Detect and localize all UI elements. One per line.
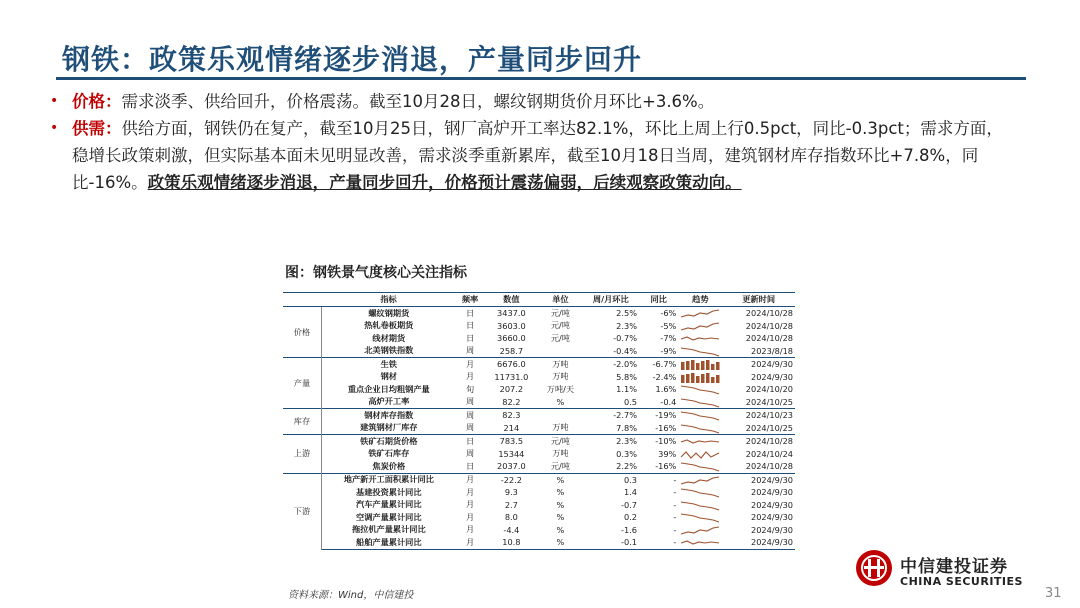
table-row bbox=[283, 371, 795, 384]
indicator-update-time: 2024/10/24 bbox=[745, 448, 793, 459]
trend-line bbox=[681, 489, 719, 497]
indicator-trend bbox=[678, 460, 722, 473]
table-row bbox=[283, 460, 795, 473]
table-row bbox=[283, 320, 795, 333]
indicator-update-time: 2024/9/30 bbox=[751, 371, 793, 382]
indicator-name: 船舶产量累计同比 bbox=[322, 536, 456, 549]
indicator-unit: % bbox=[538, 473, 582, 486]
indicator-yoy: -19% bbox=[639, 409, 678, 422]
table-row bbox=[283, 383, 795, 396]
indicator-name: 热轧卷板期货 bbox=[364, 320, 414, 331]
indicator-update-time: 2024/10/25 bbox=[745, 396, 793, 407]
indicator-value: -22.2 bbox=[485, 473, 539, 486]
indicator-name: 线材期货 bbox=[372, 332, 406, 343]
indicator-mom: -1.6 bbox=[621, 524, 637, 535]
indicator-mom: -2.7% bbox=[583, 409, 639, 422]
indicator-yoy: -7% bbox=[660, 333, 677, 344]
indicator-value: 783.5 bbox=[485, 435, 539, 448]
indicator-name: 螺纹钢期货 bbox=[368, 307, 410, 318]
indicator-mom: 2.3% bbox=[583, 435, 639, 448]
trend-sparkline bbox=[680, 499, 720, 511]
table-row bbox=[283, 332, 795, 345]
trend-sparkline bbox=[680, 486, 720, 498]
trend-bar bbox=[716, 362, 720, 370]
indicator-yoy: - bbox=[639, 473, 678, 486]
trend-line bbox=[681, 310, 719, 317]
indicator-value: 214 bbox=[503, 422, 520, 433]
header-update-time: 更新时间 bbox=[722, 293, 795, 307]
indicator-update-time: 2024/9/30 bbox=[722, 358, 795, 371]
trend-sparkline bbox=[680, 383, 720, 395]
indicator-unit: 万吨 bbox=[552, 371, 569, 382]
indicator-name: 铁矿石库存 bbox=[368, 448, 410, 459]
indicator-name: 焦炭价格 bbox=[372, 460, 406, 471]
indicator-unit: % bbox=[556, 499, 565, 510]
indicator-update-time: 2024/9/30 bbox=[751, 512, 793, 523]
indicator-trend bbox=[678, 524, 722, 537]
indicator-unit: % bbox=[556, 396, 565, 407]
trend-line bbox=[681, 463, 719, 471]
indicator-name: 北美钢铁指数 bbox=[364, 345, 414, 356]
indicator-unit: % bbox=[556, 512, 565, 523]
indicator-name: 钢材 bbox=[380, 371, 397, 382]
trend-bar bbox=[681, 362, 685, 370]
brand-name-en: CHINA SECURITIES bbox=[900, 575, 1023, 588]
indicator-frequency: 日 bbox=[465, 320, 475, 331]
indicator-frequency: 月 bbox=[465, 371, 475, 382]
indicator-yoy: -9% bbox=[660, 345, 677, 356]
indicator-yoy: - bbox=[673, 499, 677, 510]
table-row bbox=[283, 358, 795, 371]
indicator-frequency: 周 bbox=[465, 448, 475, 459]
header-indicator: 指标 bbox=[322, 293, 456, 307]
indicator-mom: 2.5% bbox=[616, 308, 637, 319]
indicator-frequency: 月 bbox=[465, 499, 475, 510]
indicator-update-time: 2024/10/20 bbox=[745, 384, 793, 395]
trend-sparkline bbox=[680, 448, 720, 460]
indicator-yoy: -16% bbox=[655, 422, 677, 433]
indicator-unit: 万吨 bbox=[538, 358, 582, 371]
indicator-yoy: 1.6% bbox=[655, 384, 677, 395]
indicator-name: 基建投资累计同比 bbox=[356, 486, 422, 497]
indicator-frequency: 日 bbox=[465, 460, 475, 471]
indicator-mom: -0.1 bbox=[583, 536, 639, 549]
indicator-value: 11731.0 bbox=[494, 371, 529, 382]
header-frequency: 频率 bbox=[456, 293, 485, 307]
trend-line bbox=[681, 412, 719, 420]
indicator-yoy: -6.7% bbox=[639, 358, 678, 371]
indicator-trend bbox=[678, 332, 722, 345]
trend-line bbox=[681, 348, 719, 356]
table-row bbox=[283, 499, 795, 512]
indicator-update-time: 2024/10/28 bbox=[745, 333, 793, 344]
header-yoy: 同比 bbox=[639, 293, 678, 307]
indicator-mom: 0.3 bbox=[583, 473, 639, 486]
indicator-table bbox=[283, 292, 795, 550]
indicator-trend bbox=[678, 511, 722, 524]
indicator-name: 铁矿石期货价格 bbox=[322, 435, 456, 448]
trend-line bbox=[681, 337, 719, 340]
indicator-yoy: - bbox=[673, 512, 677, 523]
indicator-value: 3603.0 bbox=[497, 320, 526, 331]
trend-sparkline bbox=[680, 435, 720, 447]
indicator-trend bbox=[678, 473, 722, 486]
indicator-trend bbox=[678, 486, 722, 499]
trend-sparkline bbox=[680, 511, 720, 523]
bullet-dot-icon: • bbox=[50, 120, 59, 136]
indicator-frequency: 周 bbox=[465, 422, 475, 433]
indicator-frequency: 周 bbox=[456, 409, 485, 422]
table-row bbox=[283, 536, 795, 549]
indicator-update-time: 2023/8/18 bbox=[751, 345, 793, 356]
trend-bar bbox=[716, 375, 720, 383]
bullet-text: 需求淡季、供给回升，价格震荡。截至10月28日，螺纹钢期货价月环比+3.6%。 bbox=[121, 92, 715, 111]
table-row bbox=[283, 409, 795, 422]
trend-line bbox=[681, 323, 719, 330]
header-trend: 趋势 bbox=[678, 293, 722, 307]
trend-line bbox=[681, 425, 719, 433]
header-mom: 周/月环比 bbox=[583, 293, 639, 307]
table-body bbox=[283, 307, 795, 550]
indicator-trend bbox=[678, 409, 722, 422]
indicator-unit: % bbox=[538, 536, 582, 549]
indicator-frequency: 日 bbox=[465, 307, 475, 318]
trend-sparkline bbox=[680, 524, 720, 536]
indicator-value: -4.4 bbox=[503, 524, 520, 535]
table-header-row bbox=[283, 293, 795, 307]
indicator-mom: -2.0% bbox=[583, 358, 639, 371]
indicator-frequency: 月 bbox=[456, 473, 485, 486]
indicator-update-time: 2024/10/25 bbox=[745, 422, 793, 433]
china-securities-logo bbox=[854, 548, 894, 588]
indicator-yoy: 39% bbox=[658, 448, 677, 459]
indicator-name: 钢材库存指数 bbox=[322, 409, 456, 422]
indicator-yoy: -6% bbox=[660, 308, 677, 319]
indicator-unit bbox=[538, 409, 582, 422]
indicator-value: 15344 bbox=[498, 448, 525, 459]
indicator-mom: -0.7 bbox=[621, 499, 637, 510]
indicator-mom: 7.8% bbox=[616, 422, 637, 433]
group-label: 下游 bbox=[283, 473, 322, 549]
table-row bbox=[283, 307, 795, 320]
bullet-dot-icon: • bbox=[50, 93, 59, 109]
indicator-trend bbox=[678, 371, 722, 384]
header-group bbox=[283, 293, 322, 307]
table-row bbox=[283, 486, 795, 499]
indicator-name: 生铁 bbox=[322, 358, 456, 371]
trend-bar bbox=[711, 364, 715, 370]
trend-line bbox=[681, 386, 719, 394]
indicator-frequency: 日 bbox=[465, 332, 475, 343]
indicator-value: 3660.0 bbox=[497, 333, 526, 344]
trend-line bbox=[681, 399, 719, 407]
bullet-key: 供需： bbox=[72, 119, 122, 138]
indicator-value: 6676.0 bbox=[485, 358, 539, 371]
trend-bar bbox=[701, 374, 705, 383]
indicator-update-time: 2024/9/30 bbox=[722, 536, 795, 549]
indicator-mom: -0.4% bbox=[613, 345, 637, 356]
indicator-trend bbox=[678, 396, 722, 409]
indicator-frequency: 月 bbox=[456, 358, 485, 371]
indicator-update-time: 2024/9/30 bbox=[722, 473, 795, 486]
trend-bar bbox=[706, 360, 710, 370]
trend-sparkline-bars bbox=[680, 358, 720, 370]
indicator-frequency: 旬 bbox=[465, 383, 475, 394]
indicator-trend bbox=[678, 320, 722, 333]
table-row bbox=[283, 396, 795, 409]
trend-sparkline bbox=[680, 320, 720, 332]
indicator-unit: 元/吨 bbox=[538, 435, 582, 448]
title-divider bbox=[56, 77, 1026, 80]
bullet-emphasis: 政策乐观情绪逐步消退，产量同步回升，价格预计震荡偏弱，后续观察政策动向。 bbox=[147, 173, 742, 192]
indicator-frequency: 月 bbox=[465, 524, 475, 535]
table-row bbox=[283, 511, 795, 524]
indicator-frequency: 月 bbox=[456, 536, 485, 549]
indicator-yoy: -16% bbox=[655, 461, 677, 472]
header-unit: 单位 bbox=[538, 293, 582, 307]
group-label: 价格 bbox=[283, 307, 322, 358]
bullet-price bbox=[50, 88, 1010, 115]
table-row bbox=[283, 524, 795, 537]
trend-sparkline bbox=[680, 307, 720, 319]
indicator-update-time: 2024/10/28 bbox=[745, 320, 793, 331]
indicator-frequency: 周 bbox=[465, 345, 475, 356]
indicator-mom: -0.7% bbox=[613, 333, 637, 344]
trend-line bbox=[681, 514, 719, 522]
brand-name-cn: 中信建投证券 bbox=[900, 557, 1008, 577]
indicator-unit: 万吨 bbox=[552, 422, 569, 433]
bullet-list bbox=[50, 88, 1010, 196]
indicator-unit: 元/吨 bbox=[550, 320, 570, 331]
trend-line bbox=[681, 477, 719, 484]
trend-bar bbox=[696, 376, 700, 383]
trend-sparkline bbox=[680, 332, 720, 344]
indicator-name: 重点企业日均粗钢产量 bbox=[347, 383, 430, 394]
trend-sparkline bbox=[680, 422, 720, 434]
indicator-name: 地产新开工面积累计同比 bbox=[322, 473, 456, 486]
trend-line bbox=[681, 440, 719, 443]
indicator-value: 9.3 bbox=[504, 487, 518, 498]
indicator-mom: 1.1% bbox=[616, 384, 637, 395]
indicator-update-time: 2024/10/28 bbox=[722, 435, 795, 448]
table-row bbox=[283, 422, 795, 435]
indicator-frequency: 月 bbox=[465, 486, 475, 497]
trend-bar bbox=[691, 373, 695, 383]
indicator-yoy: -5% bbox=[660, 320, 677, 331]
indicator-value: 207.2 bbox=[499, 384, 524, 395]
table-row bbox=[283, 435, 795, 448]
indicator-unit: 元/吨 bbox=[550, 307, 570, 318]
indicator-unit: % bbox=[556, 524, 565, 535]
trend-bar bbox=[706, 373, 710, 383]
bullet-text: 供给方面，钢铁仍在复产，截至10月25日，钢厂高炉开工率达82.1%，环比上周上行0.5pct，同比-0.3pct；需求方面，稳增长政策刺激，但实际基本面未见明显改善，需求淡季重新累库，截至10月18日当周，建筑钢材库存指数环比+7.8%，同比-16%。 bbox=[72, 119, 1003, 192]
trend-bar bbox=[681, 375, 685, 383]
header-value: 数值 bbox=[485, 293, 539, 307]
indicator-value: 8.0 bbox=[504, 512, 518, 523]
table-row bbox=[283, 448, 795, 461]
indicator-mom: 1.4 bbox=[623, 487, 637, 498]
indicator-trend bbox=[678, 383, 722, 396]
indicator-update-time: 2024/9/30 bbox=[751, 524, 793, 535]
indicator-value: 258.7 bbox=[499, 345, 524, 356]
trend-line bbox=[681, 452, 719, 458]
trend-sparkline bbox=[680, 345, 720, 357]
bullet-supply-demand bbox=[50, 115, 1010, 196]
indicator-mom: 0.3% bbox=[616, 448, 637, 459]
indicator-update-time: 2024/9/30 bbox=[751, 499, 793, 510]
indicator-unit: % bbox=[556, 487, 565, 498]
trend-line bbox=[681, 502, 719, 510]
indicator-unit: 元/吨 bbox=[550, 332, 570, 343]
indicator-trend bbox=[678, 499, 722, 512]
indicator-unit bbox=[538, 345, 582, 358]
page-number: 31 bbox=[1045, 586, 1062, 601]
indicator-mom: 5.8% bbox=[616, 371, 637, 382]
indicator-trend bbox=[678, 536, 722, 549]
trend-sparkline bbox=[680, 474, 720, 486]
indicator-update-time: 2024/10/28 bbox=[745, 308, 793, 319]
group-label: 库存 bbox=[283, 409, 322, 435]
group-label: 上游 bbox=[283, 435, 322, 474]
trend-bar bbox=[691, 360, 695, 370]
indicator-unit: 元/吨 bbox=[550, 460, 570, 471]
trend-bar bbox=[686, 374, 690, 383]
trend-sparkline bbox=[680, 460, 720, 472]
indicator-yoy: - bbox=[673, 524, 677, 535]
trend-bar bbox=[711, 377, 715, 383]
trend-bar bbox=[696, 363, 700, 370]
indicator-mom: 2.3% bbox=[616, 320, 637, 331]
trend-bar bbox=[701, 361, 705, 370]
figure-title: 图：钢铁景气度核心关注指标 bbox=[285, 265, 467, 281]
indicator-update-time: 2024/9/30 bbox=[751, 487, 793, 498]
trend-line bbox=[681, 527, 719, 534]
indicator-yoy: -10% bbox=[639, 435, 678, 448]
indicator-name: 高炉开工率 bbox=[368, 396, 410, 407]
indicator-trend bbox=[678, 435, 722, 448]
indicator-name: 空调产量累计同比 bbox=[356, 511, 422, 522]
indicator-trend bbox=[678, 345, 722, 358]
indicator-name: 建筑钢材厂库存 bbox=[360, 422, 418, 433]
indicator-frequency: 周 bbox=[465, 396, 475, 407]
indicator-unit: 万吨/天 bbox=[546, 383, 575, 394]
trend-bar bbox=[686, 361, 690, 370]
indicator-mom: 2.2% bbox=[616, 461, 637, 472]
indicator-trend bbox=[678, 422, 722, 435]
trend-line bbox=[681, 541, 719, 544]
trend-sparkline bbox=[680, 409, 720, 421]
indicator-trend bbox=[678, 448, 722, 461]
indicator-update-time: 2024/10/28 bbox=[745, 461, 793, 472]
indicator-mom: 0.2 bbox=[623, 512, 637, 523]
indicator-name: 汽车产量累计同比 bbox=[356, 499, 422, 510]
indicator-value: 2.7 bbox=[504, 499, 518, 510]
table-row bbox=[283, 345, 795, 358]
page-title: 钢铁：政策乐观情绪逐步消退，产量同步回升 bbox=[62, 43, 643, 76]
indicator-value: 2037.0 bbox=[497, 461, 526, 472]
indicator-frequency: 月 bbox=[465, 511, 475, 522]
indicator-update-time: 2024/10/23 bbox=[722, 409, 795, 422]
bullet-key: 价格： bbox=[72, 92, 122, 111]
indicator-value: 10.8 bbox=[485, 536, 539, 549]
trend-sparkline bbox=[680, 536, 720, 548]
trend-sparkline-bars bbox=[680, 371, 720, 383]
indicator-value: 82.3 bbox=[485, 409, 539, 422]
indicator-trend bbox=[678, 307, 722, 320]
source-note: 资料来源：Wind，中信建投 bbox=[288, 590, 414, 601]
indicator-value: 3437.0 bbox=[497, 308, 526, 319]
indicator-name: 拖拉机产量累计同比 bbox=[351, 524, 426, 535]
indicator-trend bbox=[678, 358, 722, 371]
indicator-yoy: - bbox=[639, 536, 678, 549]
indicator-unit: 万吨 bbox=[552, 448, 569, 459]
indicator-yoy: -2.4% bbox=[652, 371, 677, 382]
table-row bbox=[283, 473, 795, 486]
indicator-yoy: - bbox=[673, 487, 677, 498]
group-label: 产量 bbox=[283, 358, 322, 409]
indicator-yoy: -0.4 bbox=[660, 396, 677, 407]
indicator-mom: 0.5 bbox=[623, 396, 637, 407]
trend-sparkline bbox=[680, 396, 720, 408]
indicator-frequency: 日 bbox=[456, 435, 485, 448]
indicator-value: 82.2 bbox=[502, 396, 521, 407]
